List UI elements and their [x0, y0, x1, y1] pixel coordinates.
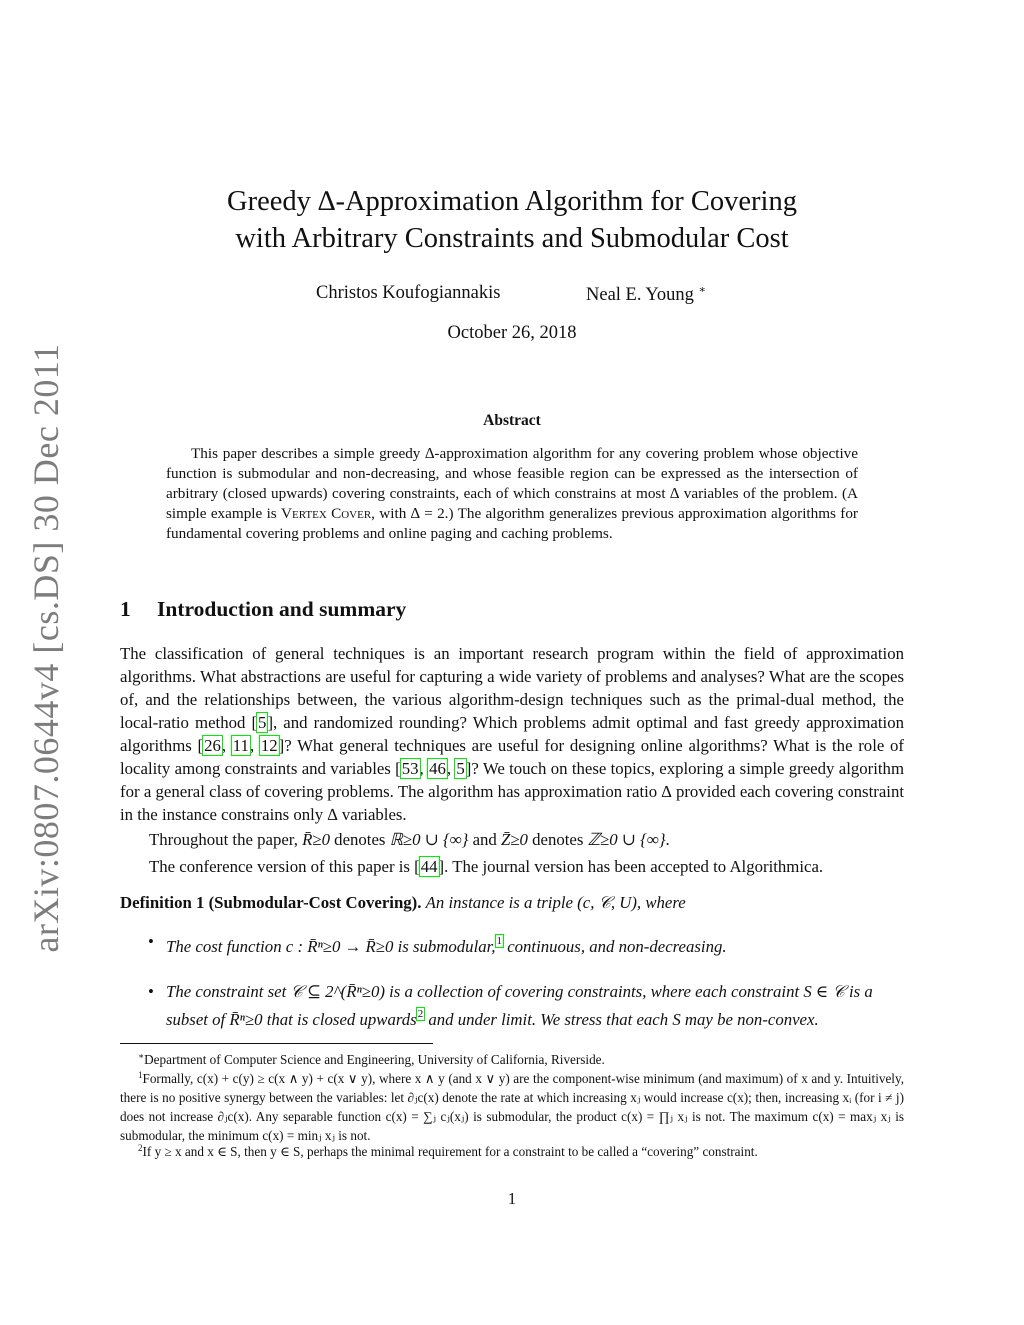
intro-paragraph: The classification of general techniques is an important research program within the field of approximation algorithms. What abstractions are useful for capturing a wide variety of problems and analyses? What are the scopes of, and the relationships between, the various algorithm-design techniques such as the primal-dual method, the local-ratio method [5], and randomized rounding? Which problems admit optimal and fast greedy approximation algorithms [26, 11, 12]? What general techniques are useful for designing online algorithms? What is the role of locality among constraints and variables [53, 46, 5]? We touch on these topics, exploring a simple greedy algorithm for a general class of covering problems. The algorithm has approximation ratio ∆ provided each covering constraint in the instance constrains only ∆ variables.	[120, 644, 904, 824]
conference-text: ]. The journal version has been accepted to Algorithmica.	[438, 857, 824, 876]
citation-link[interactable]: 46	[429, 759, 446, 778]
section-title: Introduction and summary	[157, 597, 407, 621]
citation-link[interactable]: 26	[204, 736, 221, 755]
definition-triple: (c, 𝒞, U)	[577, 893, 637, 912]
author-1-name: Christos Koufogiannakis	[316, 283, 501, 303]
footnote-mark: ∗	[138, 1051, 145, 1061]
footnote-mark: 1	[138, 1070, 143, 1080]
citation-link[interactable]: 12	[260, 736, 278, 755]
footnote-mark: 2	[138, 1143, 143, 1153]
notation-text: denotes	[329, 830, 390, 849]
footnote-text: If y ≥ x and x ∈ S, then y ∈ S, perhaps the minimal requirement for a constraint to be called a “covering” constraint.	[142, 1144, 758, 1159]
title-line-1: Greedy ∆-Approximation Algorithm for Covering	[227, 186, 797, 217]
notation-math: ℤ≥0 ∪ {∞}	[587, 830, 666, 849]
notation-text: and	[468, 830, 501, 849]
footnote-ref-2[interactable]: 2	[417, 1008, 424, 1020]
abstract-text-2: , with ∆ = 2.) The algorithm generalizes previous approximation algorithms for fundamental covering problems and online paging and caching problems.	[166, 505, 858, 542]
arxiv-stamp: arXiv:0807.0644v4 [cs.DS] 30 Dec 2011	[26, 343, 66, 953]
citation-link[interactable]: 53	[401, 759, 419, 778]
author-2-name: Neal E. Young	[586, 285, 694, 305]
abstract-heading: Abstract	[483, 412, 541, 429]
definition-name: (Submodular-Cost Covering).	[208, 893, 422, 912]
intro-text-2: ], and randomized rounding? Which problems admit optimal and fast greedy approximation algorithms [	[120, 713, 904, 755]
bullet-text: The cost function c : R̄ⁿ≥0 → R̄≥0 is submodular,$^1$ continuous, and non-decreasing.	[166, 935, 727, 956]
definition-1	[120, 893, 686, 913]
footnote-ref-1[interactable]: 1	[496, 935, 502, 947]
bullet-text-line-2: subset of R̄ⁿ≥0 that is closed upwards$^2$ and under limit. We stress that each S may be non-convex.	[166, 1008, 819, 1029]
section-number: 1	[120, 597, 131, 621]
conference-text: The conference version of this paper is [	[149, 857, 420, 876]
citation-link[interactable]: 5	[456, 759, 465, 778]
footnote-1	[120, 1066, 904, 1145]
section-heading	[120, 597, 406, 622]
citation-link[interactable]: 11	[232, 736, 249, 755]
page-number: 1	[507, 1189, 517, 1208]
notation-math: R̄≥0	[302, 830, 330, 849]
notation-text: denotes	[527, 830, 588, 849]
notation-text: Throughout the paper,	[149, 830, 303, 849]
conference-paragraph	[149, 855, 823, 878]
author-1	[316, 283, 500, 304]
footnote-text: Formally, c(x) + c(y) ≥ c(x ∧ y) + c(x ∨ y), where x ∧ y (and x ∨ y) are the component-wise minimum (and maximum) of x and y. Intuitively, there is no positive synergy between the variables: let ∂ⱼc(x) denote the rate at which increasing xⱼ would increase c(x); then, increasing xᵢ (for i ≠ j) does not increase ∂ⱼc(x). Any separable function c(x) = ∑ⱼ cⱼ(xⱼ) is submodular, the product c(x) = ∏ⱼ xⱼ is not. The maximum c(x) = maxⱼ xⱼ is submodular, the minimum c(x) = minⱼ xⱼ is not.	[120, 1071, 904, 1143]
notation-paragraph	[149, 828, 670, 851]
abstract-body	[166, 444, 858, 544]
definition-text: , where	[636, 893, 686, 912]
footnote-text: Department of Computer Science and Engineering, University of California, Riverside.	[144, 1052, 605, 1067]
author-2-footnote-mark[interactable]: ∗	[698, 284, 707, 296]
citation-link[interactable]: 5	[258, 713, 267, 732]
definition-text: An instance is a triple	[425, 893, 578, 912]
notation-math: Z̄≥0	[501, 830, 528, 849]
intro-text-1: The classification of general techniques is an important research program within the field of approximation algorithms. What abstractions are useful for capturing a wide variety of problems and analyses? What are the scopes of, and the relationships between, the various algorithm-design techniques such as the primal-dual method, the local-ratio method [	[120, 644, 904, 732]
footnote-rule	[120, 1043, 433, 1044]
bullet-text: The constraint set 𝒞 ⊆ 2^(R̄ⁿ≥0) is a collection of covering constraints, where each constraint S ∈ 𝒞 is a	[166, 982, 873, 1001]
bullet-dot: •	[148, 982, 154, 1001]
bullet-dot: •	[148, 932, 154, 951]
paper-title	[0, 183, 1024, 257]
paper-date: October 26, 2018	[447, 323, 577, 343]
footnote-2	[120, 1139, 904, 1161]
notation-math: ℝ≥0 ∪ {∞}	[389, 830, 469, 849]
intro-text-3: ]? What general techniques are useful for designing online algorithms? What is the role of locality among constraints and variables [	[120, 736, 904, 778]
definition-label: Definition 1	[120, 893, 205, 912]
abstract-text-1: This paper describes a simple greedy ∆-approximation algorithm for any covering problem whose objective function is submodular and non-decreasing, and whose feasible region can be expressed as the intersection of arbitrary (closed upwards) covering constraints, each of which constrains at most ∆ variables of the problem. (A simple example is	[166, 445, 858, 522]
notation-text: .	[665, 830, 670, 849]
intro-text-4: ]? We touch on these topics, exploring a simple greedy algorithm for a general class of covering problems. The algorithm has approximation ratio ∆ provided each covering constraint in the instance constrains only ∆ variables.	[120, 759, 904, 824]
vertex-cover-term: Vertex Cover	[281, 505, 372, 522]
author-2	[586, 283, 706, 306]
citation-link[interactable]: 44	[420, 857, 438, 876]
title-line-2: with Arbitrary Constraints and Submodular Cost	[235, 223, 789, 254]
